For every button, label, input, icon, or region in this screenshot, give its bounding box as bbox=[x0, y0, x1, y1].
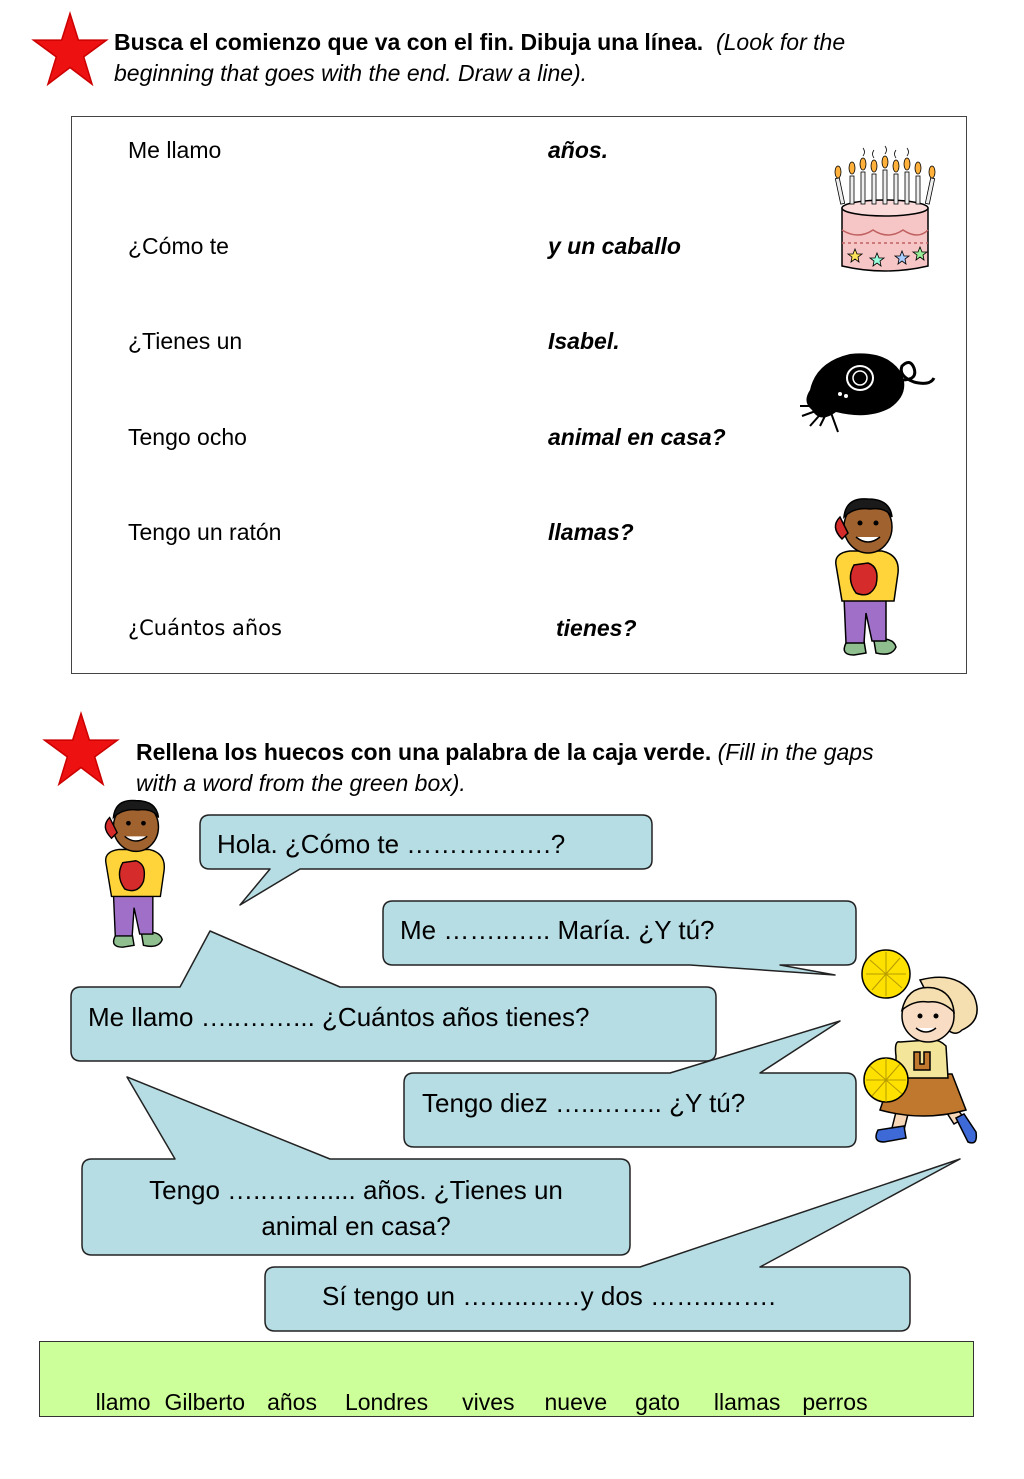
word-bank-item: vives bbox=[462, 1389, 515, 1415]
right-phrase: Isabel. bbox=[548, 328, 620, 354]
word-bank bbox=[39, 1341, 974, 1417]
bubble-text-4: Tengo diez …..…….. ¿Y tú? bbox=[422, 1088, 746, 1118]
section2-instruction-bold: Rellena los huecos con una palabra de la caja verde. bbox=[136, 739, 712, 765]
section2-instruction-italic: (Fill in the gaps bbox=[717, 739, 874, 765]
left-phrase: ¿Cómo te bbox=[128, 233, 229, 259]
section1-instruction-italic-2: beginning that goes with the end. Draw a line). bbox=[114, 60, 588, 86]
bubble-text-2: Me ……..….. María. ¿Y tú? bbox=[400, 915, 715, 945]
word-bank-item: gato bbox=[635, 1389, 680, 1415]
section1-instruction-bold: Busca el comienzo que va con el fin. Dibuja una línea. bbox=[114, 29, 704, 55]
word-bank-item: años bbox=[267, 1389, 317, 1415]
left-phrase: ¿Tienes un bbox=[128, 328, 243, 354]
left-phrase: Tengo ocho bbox=[128, 424, 247, 450]
word-bank-row bbox=[70, 1362, 868, 1443]
bubble-text-5: Tengo …..……..... años. ¿Tienes un bbox=[149, 1175, 563, 1205]
right-phrase: años. bbox=[548, 137, 609, 163]
right-phrase: y un caballo bbox=[548, 233, 681, 259]
right-phrase: tienes? bbox=[556, 615, 637, 641]
right-phrase: animal en casa? bbox=[548, 424, 726, 450]
bubble-text-1: Hola. ¿Cómo te ……….…….? bbox=[217, 829, 566, 859]
bubble-text-6: Sí tengo un ……..……y dos ……..……. bbox=[322, 1281, 776, 1311]
word-bank-item: Gilberto bbox=[164, 1389, 246, 1415]
left-phrase: Me llamo bbox=[128, 137, 222, 163]
boy-phone-icon bbox=[94, 795, 176, 950]
bubble-text-5b: animal en casa? bbox=[261, 1211, 451, 1241]
right-phrase: llamas? bbox=[548, 519, 634, 545]
word-bank-item: Londres bbox=[344, 1389, 429, 1415]
word-bank-item: llamo bbox=[95, 1389, 151, 1415]
bubble-text-3: Me llamo …..……... ¿Cuántos años tienes? bbox=[88, 1002, 590, 1032]
word-bank-item: perros bbox=[802, 1389, 868, 1415]
section1-instruction-italic: (Look for the bbox=[715, 29, 846, 55]
cheerleader-girl-icon bbox=[858, 946, 990, 1152]
section2-instruction-italic-2: with a word from the green box). bbox=[136, 770, 466, 796]
word-bank-item: nueve bbox=[544, 1389, 608, 1415]
word-bank-item: llamas bbox=[713, 1389, 781, 1415]
left-phrase: Tengo un ratón bbox=[128, 519, 282, 545]
left-phrase: ¿Cuántos años bbox=[128, 616, 282, 640]
